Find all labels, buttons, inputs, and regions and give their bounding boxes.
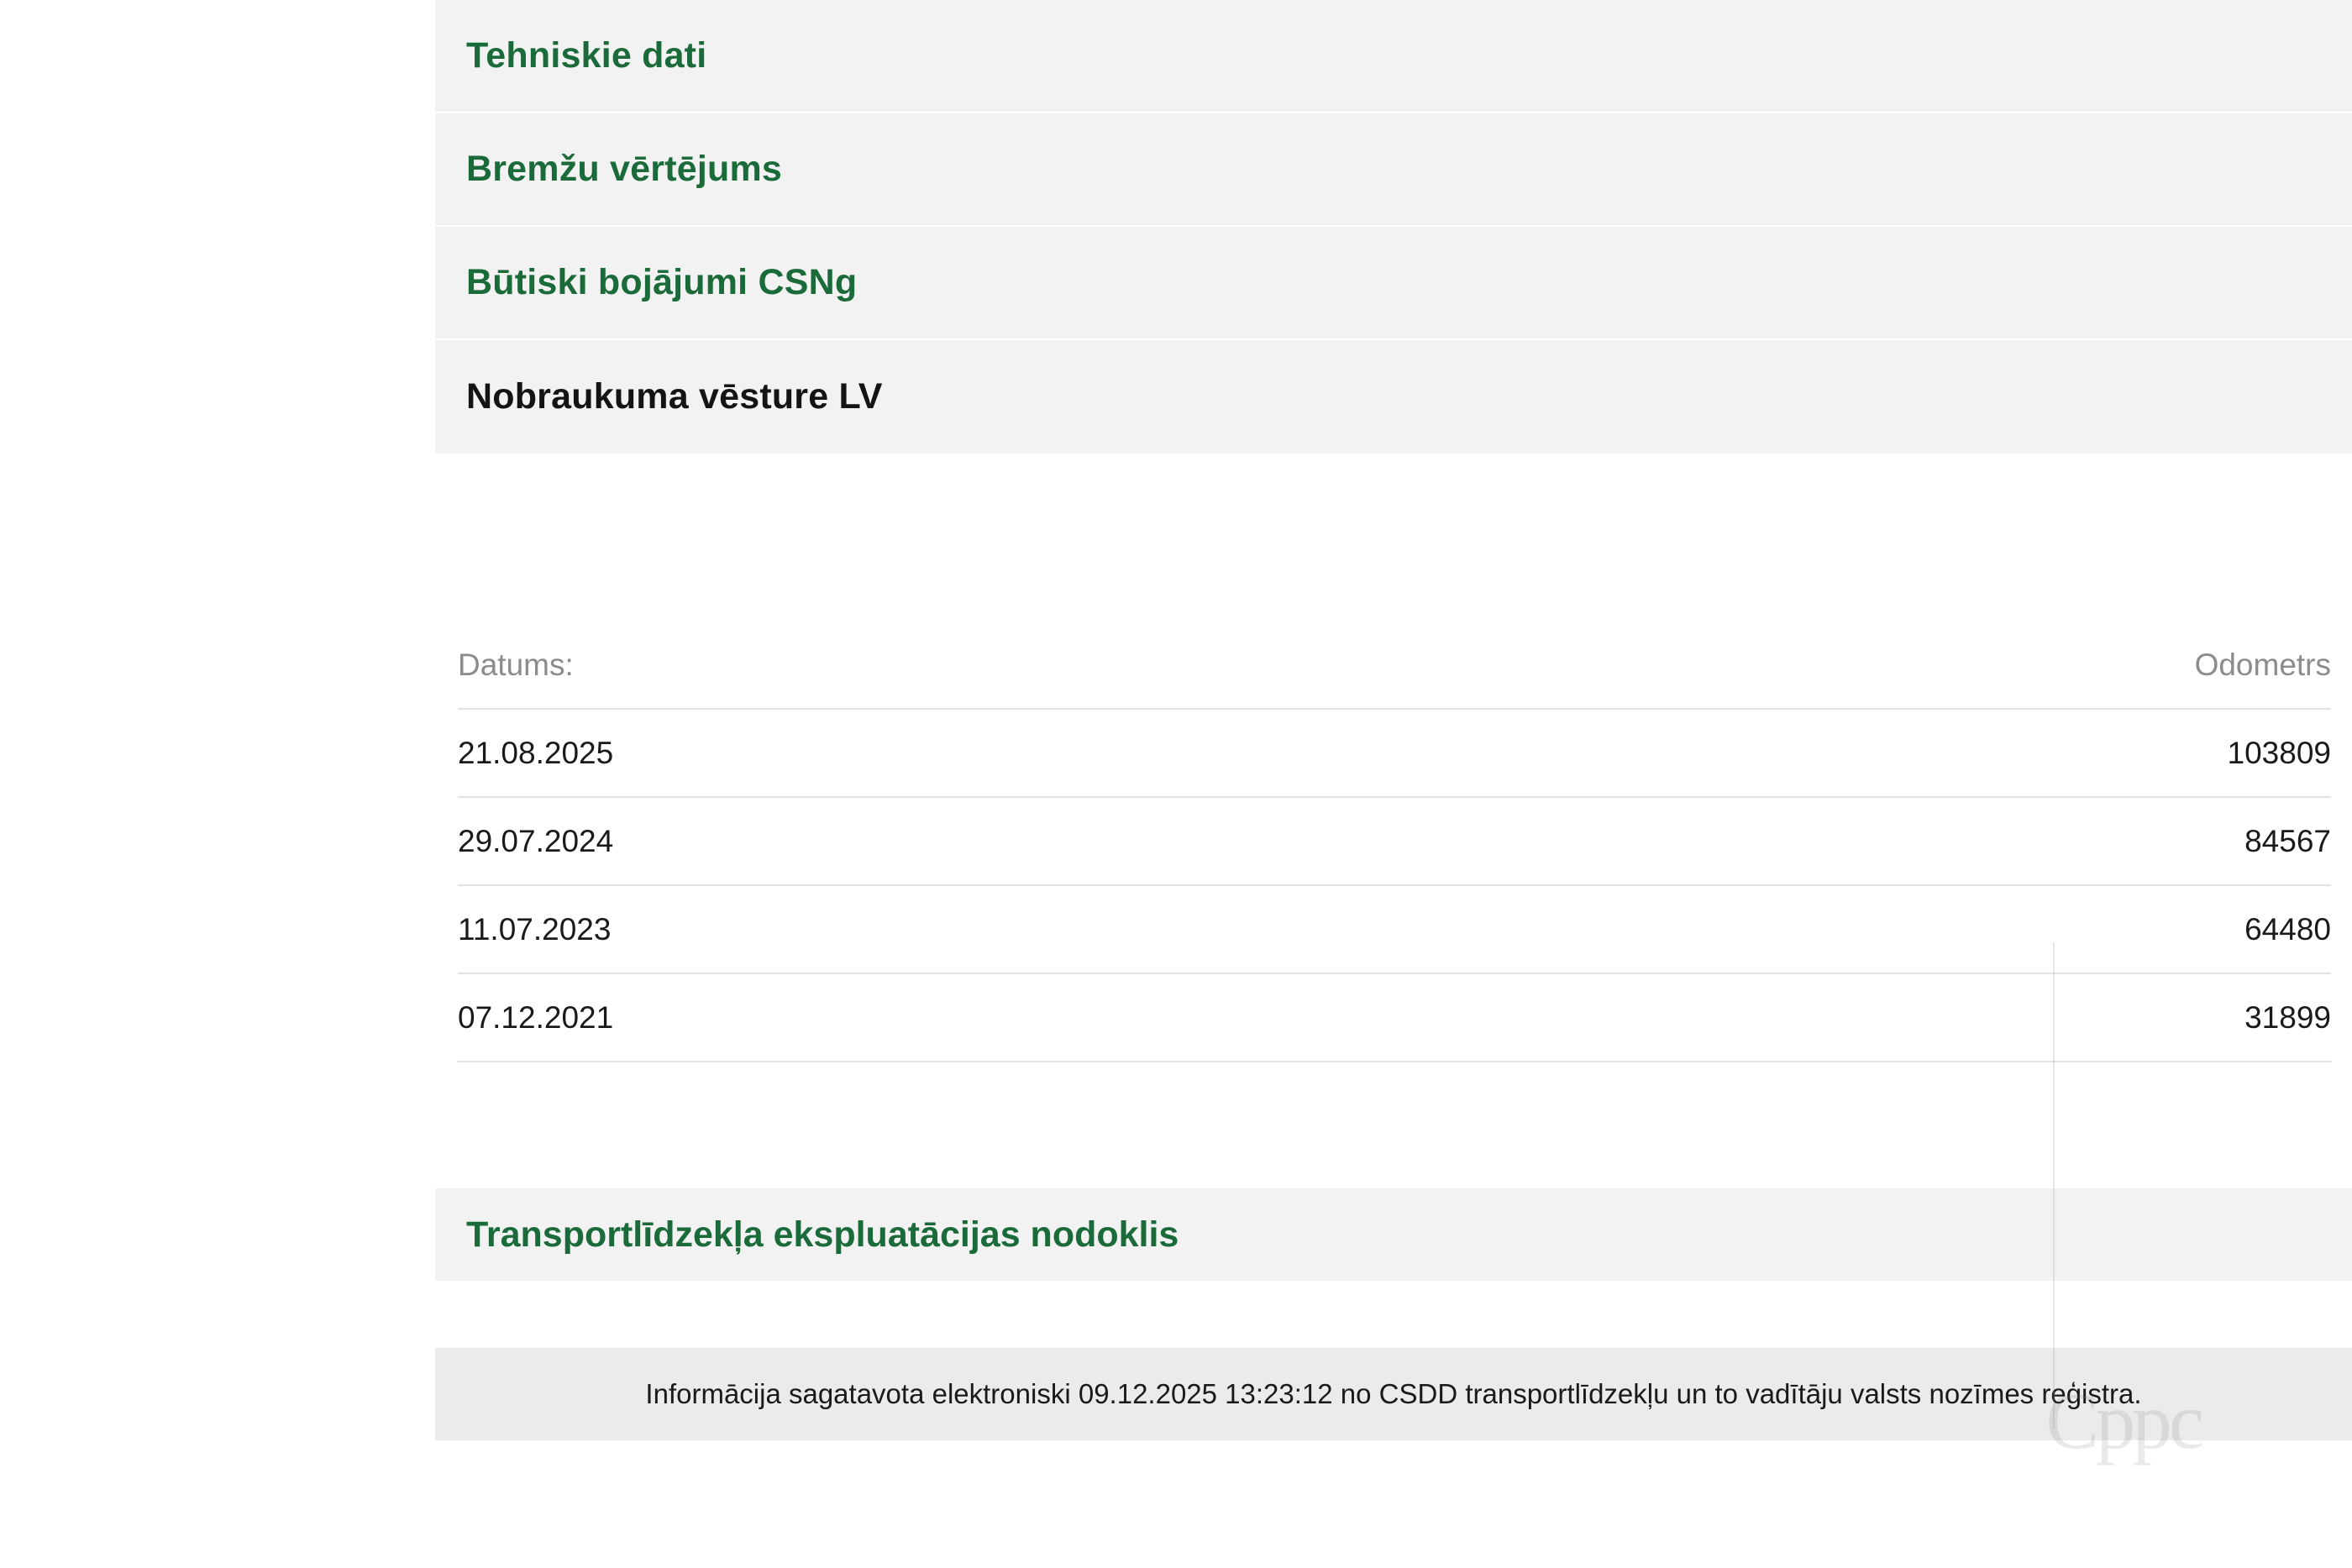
accordion-item-bremzu-vertejums[interactable]	[435, 113, 2352, 227]
left-gutter	[0, 0, 435, 1568]
mileage-history-table	[458, 621, 2331, 1062]
vertical-divider	[2053, 942, 2055, 1429]
vehicle-info-accordion	[435, 0, 2352, 454]
column-header-date: Datums:	[458, 621, 1709, 709]
cell-date: 07.12.2021	[458, 973, 1709, 1062]
accordion-item-label: Tehniskie dati	[466, 35, 707, 76]
table-row	[458, 797, 2331, 885]
content-column	[435, 0, 2352, 1440]
mileage-table-wrap	[435, 621, 2352, 1062]
table-row	[458, 973, 2331, 1062]
spacer-before-footer	[435, 1281, 2352, 1348]
accordion-item-label: Būtiski bojājumi CSNg	[466, 262, 858, 302]
table-header-row	[458, 621, 2331, 709]
cell-date: 11.07.2023	[458, 885, 1709, 973]
spacer-before-tax	[435, 1062, 2352, 1188]
spacer-after-accordion	[435, 454, 2352, 621]
cell-odometer: 31899	[1709, 973, 2331, 1062]
accordion-item-butiski-bojajumi-csng[interactable]	[435, 227, 2352, 340]
accordion-item-label: Nobraukuma vēsture LV	[466, 376, 883, 417]
cell-odometer: 103809	[1709, 709, 2331, 797]
document-footer-note	[435, 1348, 2352, 1440]
cell-odometer: 64480	[1709, 885, 2331, 973]
accordion-item-tehniskie-dati[interactable]	[435, 0, 2352, 113]
accordion-item-nobraukuma-vesture-lv[interactable]	[435, 340, 2352, 454]
table-row	[458, 709, 2331, 797]
accordion-item-ekspluatacijas-nodoklis[interactable]	[435, 1188, 2352, 1281]
accordion-item-label: Transportlīdzekļa ekspluatācijas nodoklis	[466, 1214, 1179, 1255]
accordion-item-label: Bremžu vērtējums	[466, 149, 783, 189]
column-header-odometer: Odometrs	[1709, 621, 2331, 709]
mileage-table-head	[458, 621, 2331, 709]
footer-note-text: Informācija sagatavota elektroniski 09.12.2025 13:23:12 no CSDD transportlīdzekļu un to vadītāju valsts nozīmes reģistra.	[645, 1378, 2142, 1409]
cell-date: 29.07.2024	[458, 797, 1709, 885]
cell-date: 21.08.2025	[458, 709, 1709, 797]
mileage-table-body	[458, 709, 2331, 1062]
cell-odometer: 84567	[1709, 797, 2331, 885]
table-row	[458, 885, 2331, 973]
